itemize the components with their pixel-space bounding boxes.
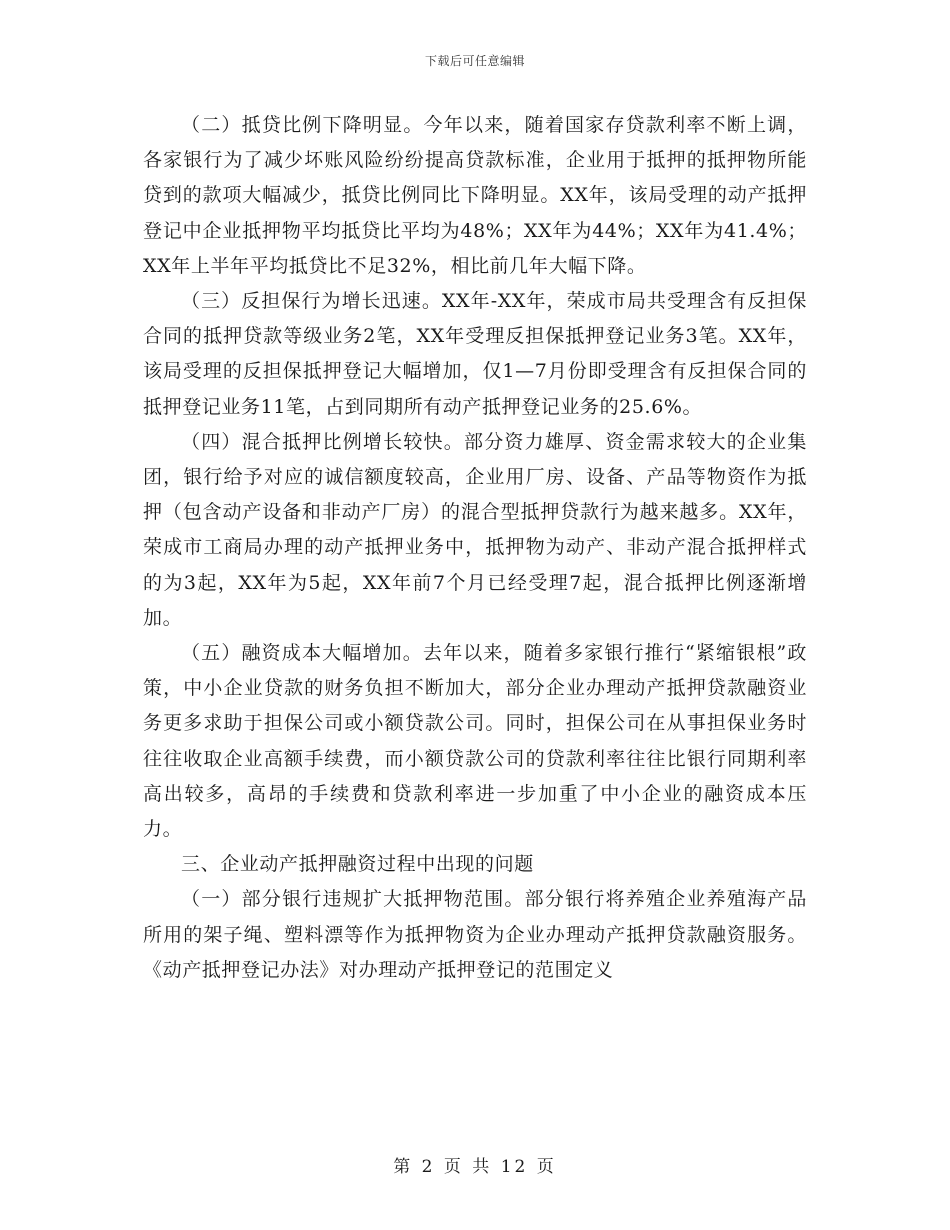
document-body [143, 108, 807, 988]
paragraph-2-decline: （二）抵贷比例下降明显。今年以来，随着国家存贷款利率不断上调，各家银行为了减少坏账风险纷纷提高贷款标准，企业用于抵押的抵押物所能贷到的款项大幅减少，抵贷比例同比下降明显。XX年，该局受理的动产抵押登记中企业抵押物平均抵贷比平均为48%；XX年为44%；XX年为41.4%；XX年上半年平均抵贷比不足32%，相比前几年大幅下降。 [143, 114, 807, 277]
paragraph-4-mixed-mortgage: （四）混合抵押比例增长较快。部分资力雄厚、资金需求较大的企业集团，银行给予对应的诚信额度较高，企业用厂房、设备、产品等物资作为抵押（包含动产设备和非动产厂房）的混合型抵押贷款行为越来越多。XX年，荣成市工商局办理的动产抵押业务中，抵押物为动产、非动产混合抵押样式的为3起，XX年为5起，XX年前7个月已经受理7起，混合抵押比例逐渐增加。 [143, 430, 807, 629]
paragraph-3-counter-guarantee: （三）反担保行为增长迅速。XX年-XX年，荣成市局共受理含有反担保合同的抵押贷款等级业务2笔，XX年受理反担保抵押登记业务3笔。XX年，该局受理的反担保抵押登记大幅增加，仅1—7月份即受理含有反担保合同的抵押登记业务11笔，占到同期所有动产抵押登记业务的25.6%。 [143, 290, 807, 418]
paragraph-5-financing-cost: （五）融资成本大幅增加。去年以来，随着多家银行推行“紧缩银根”政策，中小企业贷款的财务负担不断加大，部分企业办理动产抵押贷款融资业务更多求助于担保公司或小额贷款公司。同时，担保公司在从事担保业务时往往收取企业高额手续费，而小额贷款公司的贷款利率往往比银行同期利率高出较多，高昂的手续费和贷款利率进一步加重了中小企业的融资成本压力。 [143, 642, 807, 841]
paragraph-problem-1: （一）部分银行违规扩大抵押物范围。部分银行将养殖企业养殖海产品所用的架子绳、塑料漂等作为抵押物资为企业办理动产抵押贷款融资服务。《动产抵押登记办法》对办理动产抵押登记的范围定义 [143, 888, 807, 981]
page-footer: 第 2 页 共 12 页 [393, 1157, 557, 1177]
page-header: 下载后可任意编辑 [424, 54, 525, 68]
section-heading-problems: 三、企业动产抵押融资过程中出现的问题 [181, 853, 534, 876]
